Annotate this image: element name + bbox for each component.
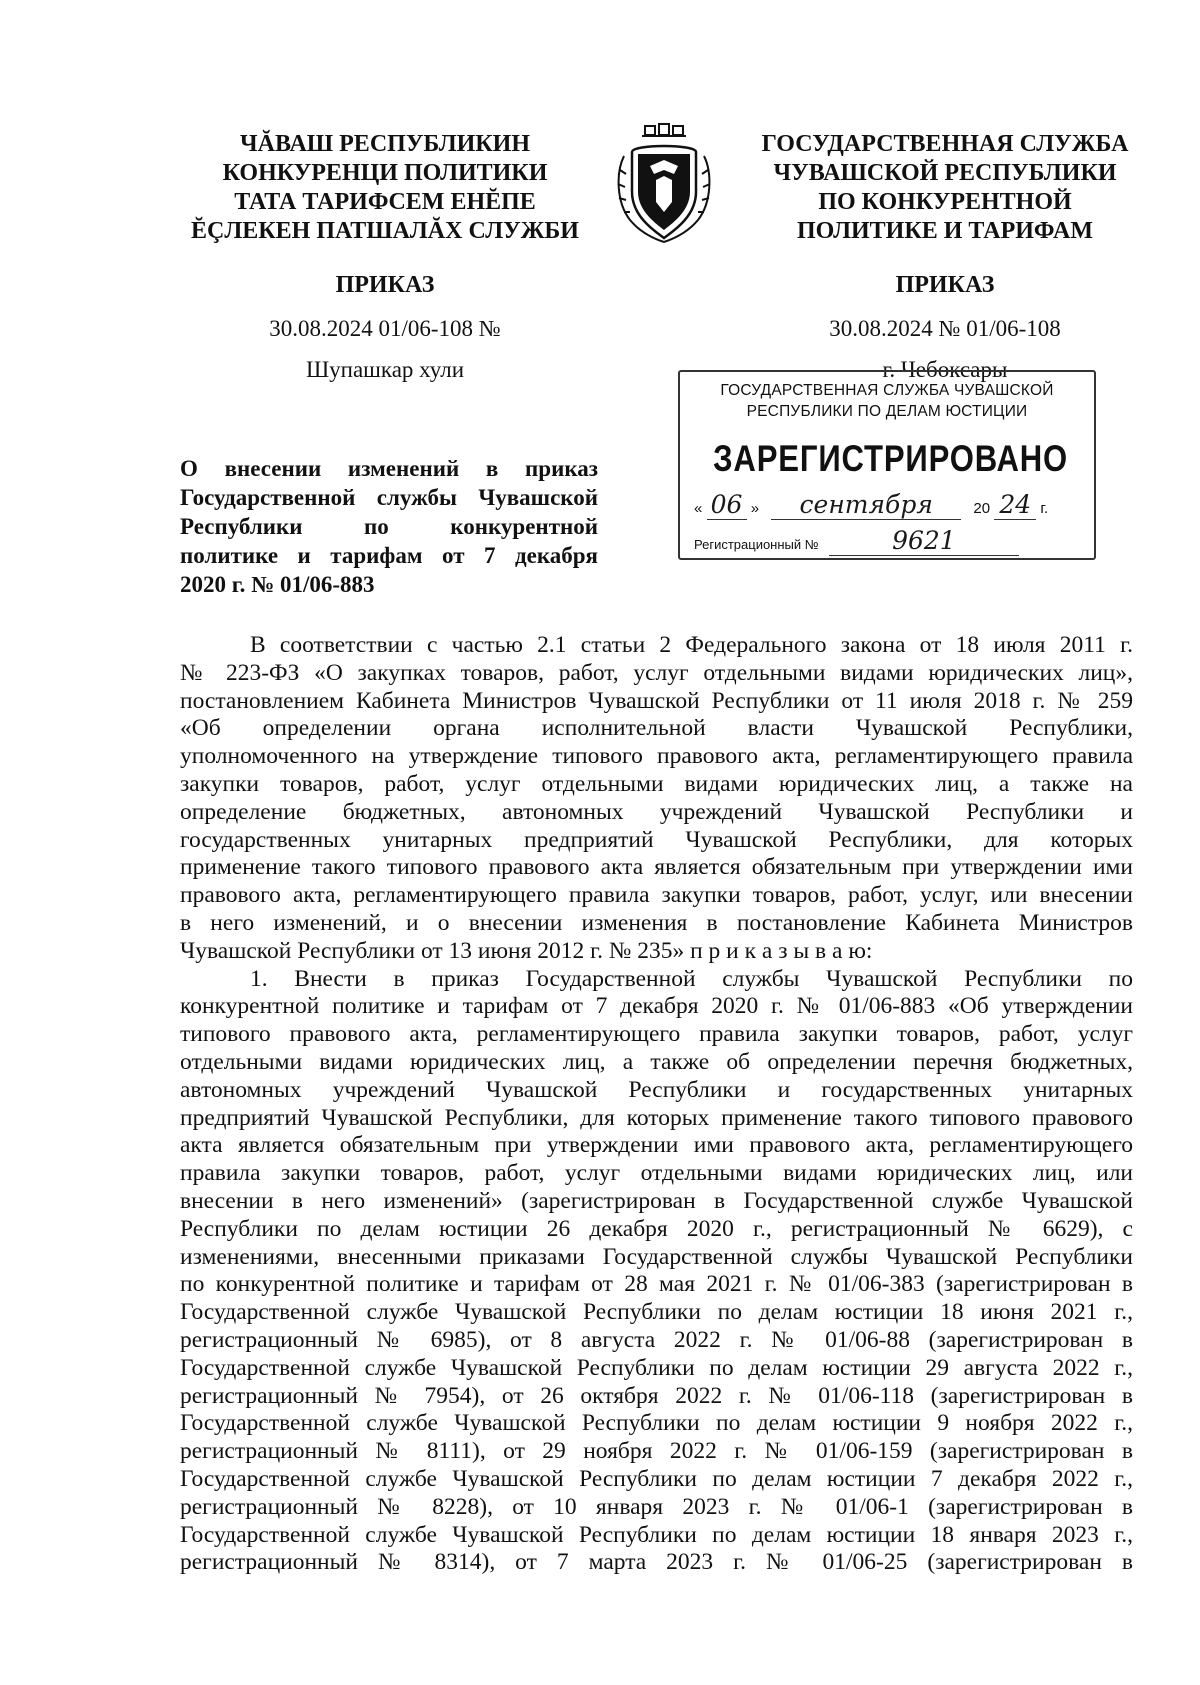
body-line: автономных учреждений Чувашской Республики и государственных унитарных xyxy=(180,1076,1133,1103)
body-line: № 223-ФЗ «О закупках товаров, работ, услуг отдельными видами юридических лиц», xyxy=(180,659,1133,686)
subject-line: политике и тарифам от 7 декабря xyxy=(180,543,598,568)
header-left-line: ЧĂВАШ РЕСПУБЛИКИН xyxy=(240,131,530,157)
body-line: по конкурентной политике и тарифам от 28 мая 2021 г. № 01/06-383 (зарегистрирован в xyxy=(180,1271,1133,1298)
order-date-number-left: 30.08.2024 01/06-108 № xyxy=(269,316,501,341)
body-line: уполномоченного на утверждение типового правового акта, регламентирующего правила xyxy=(180,743,1133,770)
subject-line: О внесении изменений в приказ xyxy=(180,456,598,481)
stamp-day: 06 xyxy=(707,490,747,520)
body-line: применение такого типового правового акта является обязательным при утверждении ими xyxy=(180,854,1133,881)
order-place-right: г. Чебоксары xyxy=(882,357,1008,382)
order-body xyxy=(180,632,1133,1577)
header-left-line: ĔÇЛЕКЕН ПАТШАЛĂХ СЛУЖБИ xyxy=(191,218,579,244)
body-line: определение бюджетных, автономных учреждений Чувашской Республики и xyxy=(180,798,1133,825)
body-line: Чувашской Республики от 13 июня 2012 г. № 235» п р и к а з ы в а ю: xyxy=(180,937,873,964)
body-line: закупки товаров, работ, услуг отдельными видами юридических лиц, а также на xyxy=(180,770,1133,797)
header-right-line: ПО КОНКУРЕНТНОЙ xyxy=(818,189,1072,215)
order-date-number-right: 30.08.2024 № 01/06-108 xyxy=(829,316,1061,341)
body-line: правила закупки товаров, работ, услуг отдельными видами юридических лиц, или xyxy=(180,1160,1133,1187)
body-line: типового правового акта, регламентирующего правила закупки товаров, работ, услуг xyxy=(180,1021,1133,1048)
body-line: Государственной службе Чувашской Республики по делам юстиции 9 ноября 2022 г., xyxy=(180,1410,1133,1437)
stamp-status: ЗАРЕГИСТРИРОВАНО xyxy=(713,438,1069,479)
body-line: регистрационный № 8111), от 29 ноября 2022 г. № 01/06-159 (зарегистрирован в xyxy=(180,1438,1133,1465)
body-line: конкурентной политике и тарифам от 7 декабря 2020 г. № 01/06-883 «Об утверждении xyxy=(180,993,1133,1020)
body-line: регистрационный № 8314), от 7 марта 2023 г. № 01/06-25 (зарегистрирован в xyxy=(180,1549,1133,1576)
body-line: «Об определении органа исполнительной власти Чувашской Республики, xyxy=(180,715,1133,742)
subject-line: Государственной службы Чувашской xyxy=(180,485,598,510)
body-line: В соответствии с частью 2.1 статьи 2 Федерального закона от 18 июля 2011 г. xyxy=(250,632,1133,658)
stamp-year-unit: г. xyxy=(1040,500,1049,517)
stamp-quote-close: » xyxy=(750,500,760,517)
chuvashia-coat-of-arms-icon xyxy=(612,122,716,246)
header-right-line: ПОЛИТИКЕ И ТАРИФАМ xyxy=(796,218,1093,244)
subject-line: 2020 г. № 01/06-883 xyxy=(180,572,375,597)
stamp-reg-row xyxy=(694,526,1019,556)
body-line: Государственной службе Чувашской Республики по делам юстиции 7 декабря 2022 г., xyxy=(180,1465,1133,1492)
stamp-org-line: ГОСУДАРСТВЕННАЯ СЛУЖБА ЧУВАШСКОЙ xyxy=(720,382,1054,399)
stamp-month: сентября xyxy=(771,490,961,520)
body-line: Государственной службе Чувашской Республики по делам юстиции 29 августа 2022 г., xyxy=(180,1354,1133,1381)
body-line: постановлением Кабинета Министров Чувашской Республики от 11 июля 2018 г. № 259 xyxy=(180,687,1133,714)
header-right-russian xyxy=(740,130,1150,246)
order-place-left: Шупашкар хули xyxy=(305,357,465,382)
stamp-reg-number: 9621 xyxy=(829,526,1019,556)
stamp-year-suffix: 24 xyxy=(994,490,1036,520)
registration-stamp xyxy=(678,370,1096,560)
body-line: регистрационный № 7954), от 26 октября 2022 г. № 01/06-118 (зарегистрирован в xyxy=(180,1382,1133,1409)
body-line: регистрационный № 8228), от 10 января 2023 г. № 01/06-1 (зарегистрирован в xyxy=(180,1493,1133,1520)
stamp-org-line: РЕСПУБЛИКИ ПО ДЕЛАМ ЮСТИЦИИ xyxy=(746,403,1028,420)
order-title-right: ПРИКАЗ xyxy=(895,272,995,298)
header-left-line: КОНКУРЕНЦИ ПОЛИТИКИ xyxy=(222,160,548,186)
body-line: 1. Внести в приказ Государственной службы Чувашской Республики по xyxy=(250,965,1133,992)
body-line: государственных унитарных предприятий Чувашской Республики, для которых xyxy=(180,826,1133,853)
body-line: правового акта, регламентирующего правила закупки товаров, работ, услуг, или внесении xyxy=(180,882,1133,909)
body-line: предприятий Чувашской Республики, для которых применение такого типового правового xyxy=(180,1104,1133,1131)
body-line: акта является обязательным при утверждении ими правового акта, регламентирующего xyxy=(180,1132,1133,1159)
body-line: внесении в него изменений» (зарегистрирован в Государственной службе Чувашской xyxy=(180,1187,1133,1214)
body-line: изменениями, внесенными приказами Государственной службы Чувашской Республики xyxy=(180,1243,1133,1270)
subject-line: Республики по конкурентной xyxy=(180,514,598,539)
header-left-chuvash xyxy=(180,130,590,246)
stamp-year-prefix: 20 xyxy=(973,500,991,517)
order-title-left: ПРИКАЗ xyxy=(335,272,435,298)
body-line: регистрационный № 6985), от 8 августа 2022 г. № 01/06-88 (зарегистрирован в xyxy=(180,1326,1133,1353)
header-right-line: ЧУВАШСКОЙ РЕСПУБЛИКИ xyxy=(773,160,1117,186)
stamp-organization xyxy=(680,380,1094,422)
stamp-date-row xyxy=(694,490,1048,520)
body-line: Государственной службе Чувашской Республики по делам юстиции 18 января 2023 г., xyxy=(180,1521,1133,1548)
body-line: в него изменений, и о внесении изменения в постановление Кабинета Министров xyxy=(180,909,1133,936)
stamp-reg-label: Регистрационный № xyxy=(694,537,819,552)
header-left-line: ТАТА ТАРИФСЕМ ЕНĔПЕ xyxy=(234,189,536,215)
stamp-quote-open: « xyxy=(694,500,703,517)
body-line: Государственной службе Чувашской Республики по делам юстиции 18 июня 2021 г., xyxy=(180,1299,1133,1326)
body-line: отдельными видами юридических лиц, а также об определении перечня бюджетных, xyxy=(180,1048,1133,1075)
header-right-line: ГОСУДАРСТВЕННАЯ СЛУЖБА xyxy=(761,131,1129,157)
body-line: Республики по делам юстиции 26 декабря 2020 г., регистрационный № 6629), с xyxy=(180,1215,1133,1242)
order-subject xyxy=(180,454,598,599)
